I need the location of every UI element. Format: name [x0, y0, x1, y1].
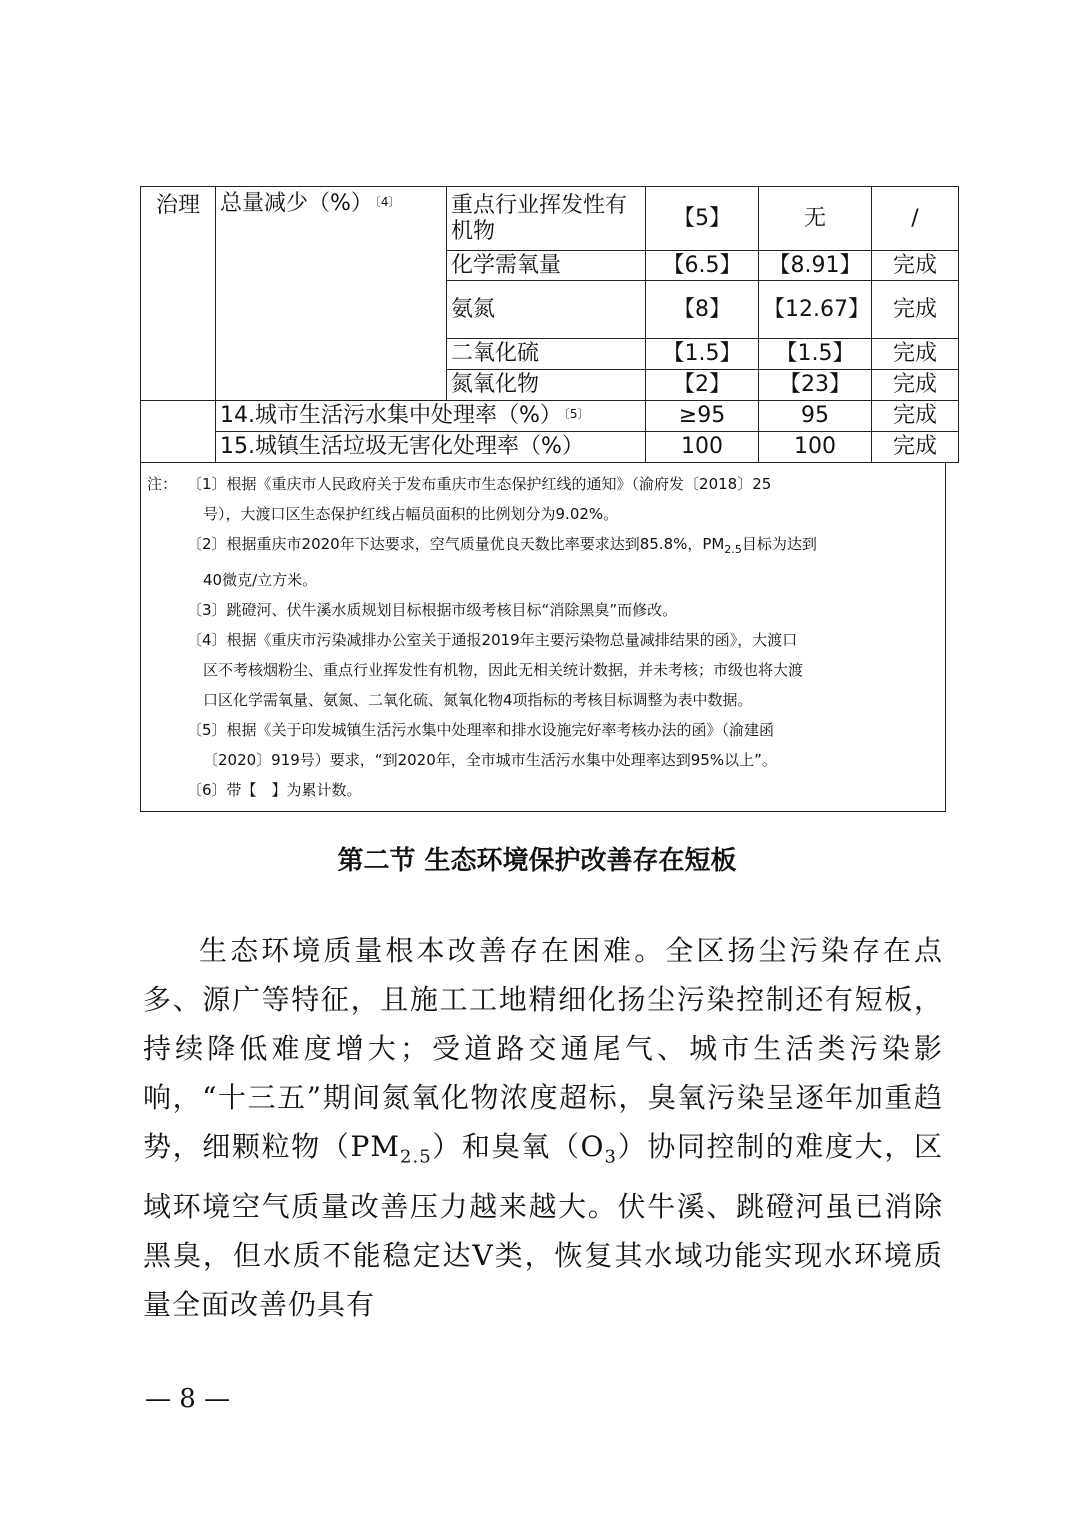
target-cell: 【8】: [646, 281, 759, 339]
status-cell: /: [872, 187, 959, 251]
note-indent: [147, 775, 187, 805]
note-label: 〔3〕: [187, 601, 227, 619]
o3-subscript: 3: [604, 1146, 617, 1168]
actual-cell: 【1.5】: [759, 339, 872, 370]
pm-subscript: 2.5: [400, 1146, 432, 1168]
target-cell: 【1.5】: [646, 339, 759, 370]
row14-label: 14.城市生活污水集中处理率（%）: [220, 403, 562, 428]
paragraph: [143, 926, 943, 1329]
actual-cell: 100: [759, 432, 872, 463]
note-label: 〔6〕: [187, 781, 227, 799]
note-text: 根据《关于印发城镇生活污水集中处理率和排水设施完好率考核办法的函》（渝建函: [226, 721, 775, 739]
note-text: 〔2020〕919号）要求，“到2020年，全市城市生活污水集中处理率达到95%以上”。: [203, 751, 777, 769]
page-number: — 8 —: [145, 1384, 231, 1414]
status-cell: 完成: [872, 281, 959, 339]
note-text: 根据《重庆市污染减排办公室关于通报2019年主要污染物总量减排结果的函》，大渡口: [226, 631, 798, 649]
note-text: 区不考核烟粉尘、重点行业挥发性有机物，因此无相关统计数据，并未考核；市级也将大渡: [203, 661, 804, 679]
section-title: 第二节 生态环境保护改善存在短板: [337, 846, 737, 876]
sub-name-cell: 二氧化硫: [447, 339, 646, 370]
status-cell: 完成: [872, 401, 959, 432]
note-indent: [147, 625, 187, 655]
indicator-table: [140, 186, 959, 463]
note-item: [147, 715, 945, 745]
note-text: [227, 529, 945, 565]
note-text-a: 根据重庆市2020年下达要求，空气质量优良天数比率要求达到85.8%，PM: [226, 535, 725, 553]
target-cell: 【5】: [646, 187, 759, 251]
actual-cell: 95: [759, 401, 872, 432]
row14-name-cell: [216, 401, 646, 432]
actual-cell: 【23】: [759, 370, 872, 401]
indicator-ref: 〔4〕: [374, 195, 401, 209]
status-cell: 完成: [872, 339, 959, 370]
sub-name-cell: 氨氮: [447, 281, 646, 339]
note-item: [147, 529, 945, 565]
note-label: 〔5〕: [187, 721, 227, 739]
note-text: 口区化学需氧量、氨氮、二氧化硫、氮氧化物4项指标的考核目标调整为表中数据。: [203, 691, 753, 709]
note-text: 跳磴河、伏牛溪水质规划目标根据市级考核目标“消除黑臭”而修改。: [226, 601, 678, 619]
actual-cell: 【8.91】: [759, 251, 872, 281]
row15-name-cell: 15.城镇生活垃圾无害化处理率（%）: [216, 432, 646, 463]
sub-name-cell: 化学需氧量: [447, 251, 646, 281]
note-label: 〔1〕: [187, 475, 227, 493]
indicator-table-section: [140, 186, 946, 812]
body-text-c: ）协同控制的难度大，区域环境空气质量改善压力越来越大。伏牛溪、跳磴河虽已消除黑臭，但水质不能稳定达Ⅴ类，恢复其水域功能实现水环境质量全面改善仍具有: [143, 1130, 943, 1321]
target-cell: 【6.5】: [646, 251, 759, 281]
body-text-a: 生态环境质量根本改善存在困难。全区扬尘污染存在点多、源广等特征，且施工工地精细化扬尘污染控制还有短板，持续降低难度增大；受道路交通尾气、城市生活类污染影响，“十三五”期间氮氧化物浓度超标，臭氧污染呈逐年加重趋势，细颗粒物（PM: [143, 934, 943, 1163]
note-label: 〔2〕: [187, 535, 227, 553]
note-item: [147, 595, 945, 625]
notes-lead: 注：: [147, 475, 178, 493]
category-cell-empty: [141, 401, 216, 432]
note-text: 带【 】为累计数。: [226, 781, 362, 799]
actual-cell: 无: [759, 187, 872, 251]
target-cell: 100: [646, 432, 759, 463]
note-label: 〔4〕: [187, 631, 227, 649]
note-item: [147, 775, 945, 805]
table-row: [141, 432, 959, 463]
note-item: [147, 469, 945, 499]
status-cell: 完成: [872, 432, 959, 463]
body-text-b: ）和臭氧（O: [431, 1130, 605, 1163]
category-cell-empty: [141, 432, 216, 463]
note-subscript: 2.5: [724, 543, 742, 556]
table-notes: [140, 463, 946, 812]
indicator-label: 总量减少（%）: [220, 191, 373, 216]
note-indent: [147, 715, 187, 745]
status-cell: 完成: [872, 370, 959, 401]
body-paragraph: [143, 926, 943, 1329]
indicator-cell: [216, 187, 447, 401]
note-text-b: 目标为达到: [741, 535, 817, 553]
target-cell: 【2】: [646, 370, 759, 401]
note-indent: [147, 595, 187, 625]
note-text: 40微克/立方米。: [203, 571, 318, 589]
target-cell: ≥95: [646, 401, 759, 432]
note-item: [147, 625, 945, 655]
category-cell: 治理: [141, 187, 216, 401]
note-text: 号），大渡口区生态保护红线占幅员面积的比例划分为9.02%。: [203, 505, 619, 523]
table-row: [141, 401, 959, 432]
actual-cell: 【12.67】: [759, 281, 872, 339]
row14-ref: 〔5〕: [563, 407, 590, 421]
status-cell: 完成: [872, 251, 959, 281]
table-row: [141, 187, 959, 251]
note-text: 根据《重庆市人民政府关于发布重庆市生态保护红线的通知》（渝府发〔2018〕25: [226, 475, 772, 493]
note-indent: [147, 529, 187, 565]
sub-name-cell: 氮氧化物: [447, 370, 646, 401]
sub-name-cell: 重点行业挥发性有机物: [447, 187, 646, 251]
